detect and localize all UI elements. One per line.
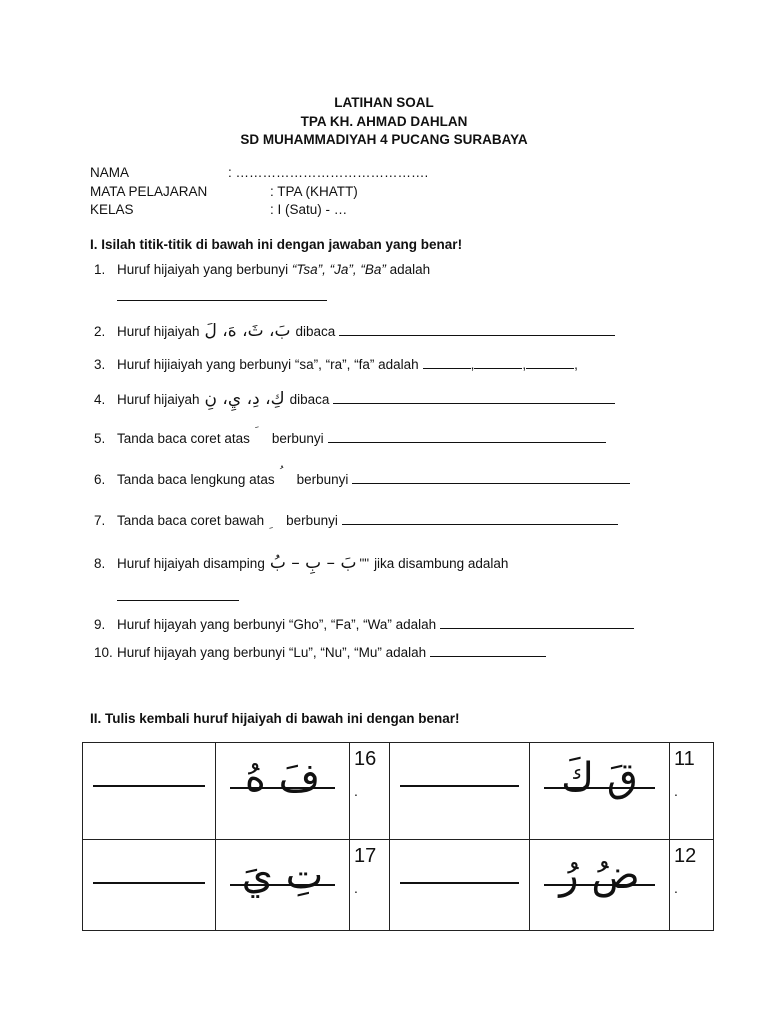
arabic-cell [530,743,670,840]
answer-cell[interactable] [390,743,530,840]
info-value: : I (Satu) - … [270,202,348,217]
question-text: Huruf hijayah yang berbunyi “Lu”, “Nu”, “Mu” adalah [117,645,427,660]
question-5 [94,431,606,446]
question-text-end: berbunyi [271,431,324,446]
arabic-cell [216,840,350,931]
info-label: KELAS [90,202,134,217]
question-text: Huruf hijaiyah [117,392,200,407]
separator: , [470,357,475,372]
answer-line[interactable] [526,367,574,369]
item-dot: . [674,783,678,799]
answer-line[interactable] [328,441,606,443]
answer-cell[interactable] [83,743,216,840]
question-text-end: dibaca [289,392,330,407]
arabic-letters: بَ، ثَ، هَ، لَ [204,321,291,341]
section-2-title: II. Tulis kembali huruf hijaiyah di bawah ini dengan benar! [90,711,460,726]
arabic-letters: بَ – بِ – بُ [269,553,357,573]
answer-line[interactable] [474,367,522,369]
question-text: Huruf hijaiyah disamping [117,556,265,571]
question-text: Huruf hijaiyah [117,324,200,339]
question-2 [94,321,615,341]
answer-line[interactable] [339,334,615,336]
arabic-cell [216,743,350,840]
arabic-cell [530,840,670,931]
table-row [83,840,714,931]
question-number: 2. [94,324,106,339]
question-9 [94,617,634,632]
quote-marks: "" [359,556,370,571]
question-number: 9. [94,617,106,632]
question-text: Tanda baca coret atas [117,431,250,446]
answer-line [93,882,205,884]
question-text: Huruf hijaiyah yang berbunyi [117,262,292,277]
answer-cell[interactable] [390,840,530,931]
question-number: 6. [94,472,106,487]
arabic-word: فَ هُ [244,755,321,801]
question-6 [94,472,630,487]
question-number: 8. [94,556,106,571]
header-title: LATIHAN SOAL [334,95,434,110]
header-school: TPA KH. AHMAD DAHLAN [300,113,468,129]
answer-line[interactable] [430,655,546,657]
answer-line[interactable] [333,402,615,404]
info-label: NAMA [90,165,130,180]
section-1-title: I. Isilah titik-titik di bawah ini dengan jawaban yang benar! [90,237,463,252]
question-text-end: jika disambung adalah [374,556,509,571]
arabic-word: ضُ رُ [559,852,640,898]
baseline [230,884,335,886]
item-number: 17 [354,845,377,867]
item-number: 12 [674,845,697,867]
answer-line[interactable] [342,523,618,525]
info-value: : ……………………………………. [228,165,429,180]
item-dot: . [354,783,358,799]
baseline [544,884,655,886]
question-text: Tanda baca coret bawah [117,513,265,528]
number-cell [670,743,714,840]
question-number: 10. [94,645,113,660]
baseline [544,787,655,789]
separator: , [522,357,527,372]
number-cell [670,840,714,931]
question-italic: “Tsa”, “Ja”, “Ba” [291,262,386,277]
item-number: 11 [674,748,695,770]
answer-line[interactable] [423,367,471,369]
arabic-letters: كِ، دِ، يِ، نِ [204,389,285,409]
question-text: Huruf hijayah yang berbunyi “Gho”, “Fa”, “Wa” adalah [117,617,437,632]
answer-line[interactable] [117,300,327,301]
answer-line [400,882,519,884]
question-10 [94,645,546,660]
answer-line [93,785,205,787]
answer-line[interactable] [352,482,630,484]
writing-exercise-table [82,742,714,931]
question-number: 7. [94,513,106,528]
question-text: Tanda baca lengkung atas [117,472,275,487]
answer-line[interactable] [117,600,239,601]
baseline [230,787,335,789]
header-institution: SD MUHAMMADIYAH 4 PUCANG SURABAYA [240,132,528,147]
question-4 [94,389,615,409]
question-number: 5. [94,431,106,446]
table-row [83,743,714,840]
arabic-word: قَ كَ [561,755,638,801]
question-text-end: berbunyi [296,472,349,487]
question-number: 1. [94,262,106,277]
question-1 [94,262,430,277]
info-label: MATA PELAJARAN [90,183,208,199]
item-number: 16 [354,748,377,770]
separator: , [574,357,578,372]
question-text-end: dibaca [295,324,336,339]
question-number: 3. [94,357,106,372]
item-dot: . [354,880,358,896]
answer-line[interactable] [440,627,634,629]
arabic-word: تِ يَ [241,852,324,898]
question-text: Huruf hijiaiyah yang berbunyi “sa”, “ra”, “fa” adalah [117,357,419,372]
number-cell [350,743,390,840]
info-value: : TPA (KHATT) [270,183,358,199]
question-text-end: berbunyi [286,513,338,528]
question-7 [94,513,618,528]
question-8 [94,553,508,573]
question-3 [94,357,578,372]
item-dot: . [674,880,678,896]
question-text-end: adalah [385,262,431,277]
answer-cell[interactable] [83,840,216,931]
document-header [0,94,768,150]
question-number: 4. [94,392,106,407]
number-cell [350,840,390,931]
answer-line [400,785,519,787]
